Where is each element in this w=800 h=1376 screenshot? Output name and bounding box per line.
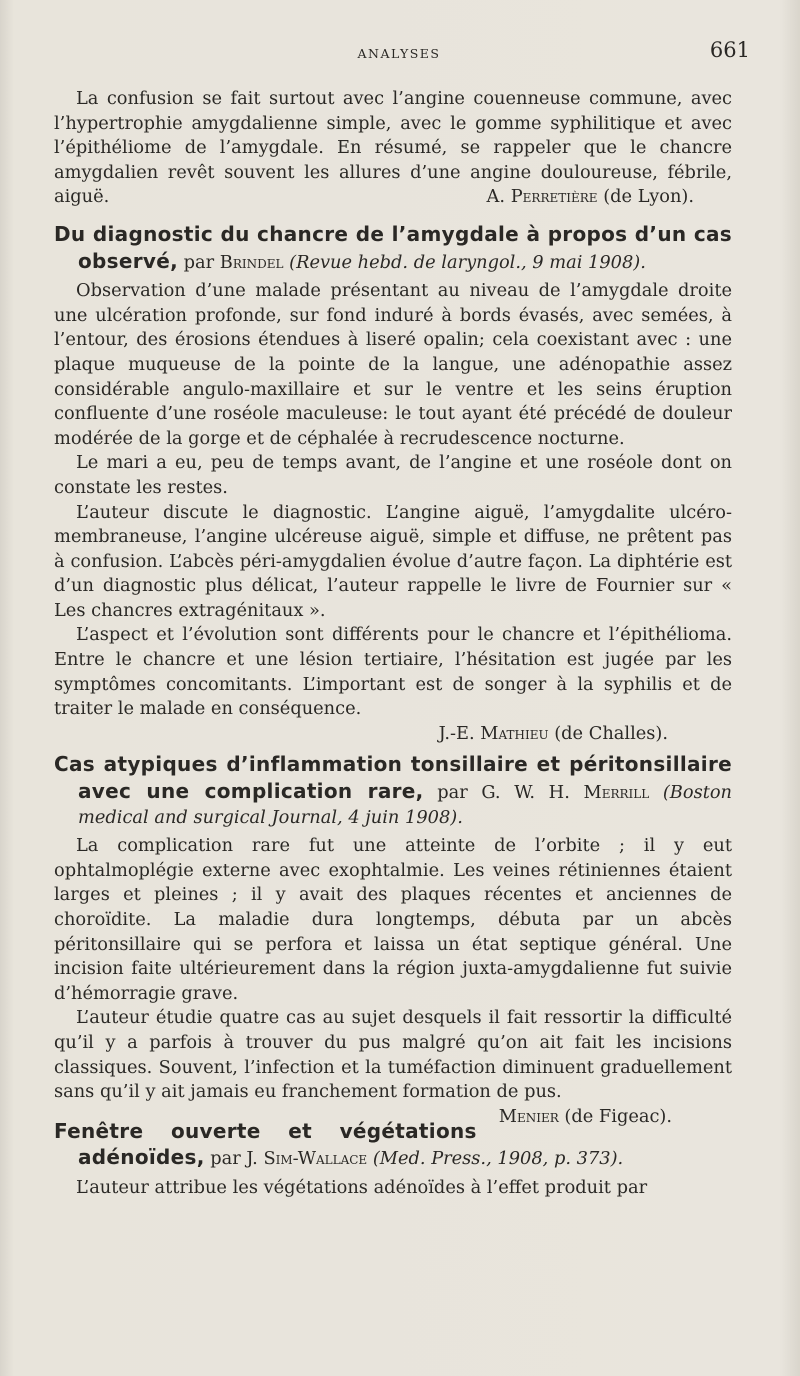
article-paragraph: L’auteur attribue les végétations adénoïdes à l’effet produit par xyxy=(76,1176,648,1198)
signature-place: (de Challes). xyxy=(554,722,668,744)
article-paragraph: L’auteur discute le diagnostic. L’angine aiguë, l’amygdalite ulcéro-membraneuse, l’angine ulcéreuse aiguë, simple et diffuse, ne prêtent pas à confusion. L’abcès péri-amygdalien évolue d’autre façon. La diphtérie est d’un diagnostic plus délicat, l’auteur rappelle le livre de Fournier sur « Les chancres extragénitaux ». xyxy=(54,501,732,621)
page-header xyxy=(54,38,750,68)
signature xyxy=(465,185,694,210)
signature-place: (de Figeac). xyxy=(564,1105,672,1127)
signature xyxy=(54,722,732,747)
article-title: Fenêtre ouverte et végétations adénoïdes, xyxy=(54,1118,477,1170)
article-paragraph: Le mari a eu, peu de temps avant, de l’angine et une roséole dont on constate les restes. xyxy=(54,452,732,498)
signature-name: A. Perretière xyxy=(486,186,598,208)
article-chancre-amygdale xyxy=(54,222,732,746)
article-title-block xyxy=(54,222,732,275)
signature-name: J.-E. Mathieu xyxy=(438,722,549,744)
article-title-block xyxy=(54,752,732,830)
article-paragraph: Observation d’une malade présentant au niveau de l’amygdale droite une ulcération profonde, sur fond induré à bords évasés, avec semées, à l’entour, des érosions étendues à liseré opalin; cela coexistant avec : une plaque muqueuse de la pointe de la langue, une adénopathie assez considérable angulo-maxillaire et sur le ventre et les seins éruption confluente d’une roséole maculeuse: le tout ayant été précédé de douleur modérée de la gorge et de céphalée à recrudescence nocturne. xyxy=(54,280,732,449)
article-author: Merrill xyxy=(583,782,650,804)
article-source: (Boston medical and surgical Journal, 4 juin 1908). xyxy=(78,782,733,828)
signature-place: (de Lyon). xyxy=(603,186,694,208)
article-author: Sim-Wallace xyxy=(263,1148,368,1170)
page-number: 661 xyxy=(709,38,750,62)
article-source: (Med. Press., 1908, p. 373). xyxy=(372,1148,624,1170)
page-content xyxy=(54,87,732,1201)
signature xyxy=(477,1105,672,1130)
article-by: par J. xyxy=(210,1148,258,1170)
article-by: par G. W. H. xyxy=(437,782,570,804)
article-author: Brindel xyxy=(219,251,284,273)
article-title: Du diagnostic du chancre de l’amygdale à propos d’un cas observé, xyxy=(54,221,732,273)
article-source: (Revue hebd. de laryngol., 9 mai 1908). xyxy=(289,251,646,273)
article-previous xyxy=(54,87,732,210)
article-paragraph: L’aspect et l’évolution sont différents pour le chancre et l’épithélioma. Entre le chancre et une lésion tertiaire, l’hésitation est jugée par les symptômes concomitants. L’important est de songer à la syphilis et de traiter le malade en conséquence. xyxy=(54,624,732,720)
signature-name: Menier xyxy=(498,1105,559,1127)
intro-paragraph: La confusion se fait surtout avec l’angine couenneuse commune, avec l’hypertrophie amygdalienne simple, avec le gomme syphilitique et avec l’épithéliome de l’amygdale. En résumé, se rappeler que le chancre amygdalien revêt souvent les allures d’une angine douloureuse, fébrile, aiguë. A. Perretière (de Lyon). xyxy=(54,87,732,210)
running-head: ANALYSES xyxy=(357,46,441,61)
article-paragraph: La complication rare fut une atteinte de l’orbite ; il y eut ophtalmoplégie externe avec exophtalmie. Les veines rétiniennes étaient larges et pleines ; il y avait des plaques récentes et anciennes de choroïdite. La maladie dura longtemps, débuta par un abcès péritonsillaire qui se perfora et laissa un état septique général. Une incision faite ultérieurement dans la région juxta-amygdalienne fut suivie d’hémorragie grave. xyxy=(54,835,732,1004)
article-by: par xyxy=(183,251,215,273)
article-vegetations-adenoides xyxy=(54,1119,732,1201)
article-paragraph: L’auteur étudie quatre cas au sujet desquels il fait ressortir la difficulté qu’il y a parfois à trouver du pus malgré qu’on ait fait les incisions classiques. Souvent, l’infection et la tuméfaction diminuent graduellement sans qu’il y ait jamais eu franchement formation de pus. Menier (de Figeac). xyxy=(54,1006,732,1104)
article-inflammation-tonsillaire xyxy=(54,752,733,1127)
article-title: Cas atypiques d’inflammation tonsillaire et péritonsillaire avec une complication rare, xyxy=(54,752,732,804)
